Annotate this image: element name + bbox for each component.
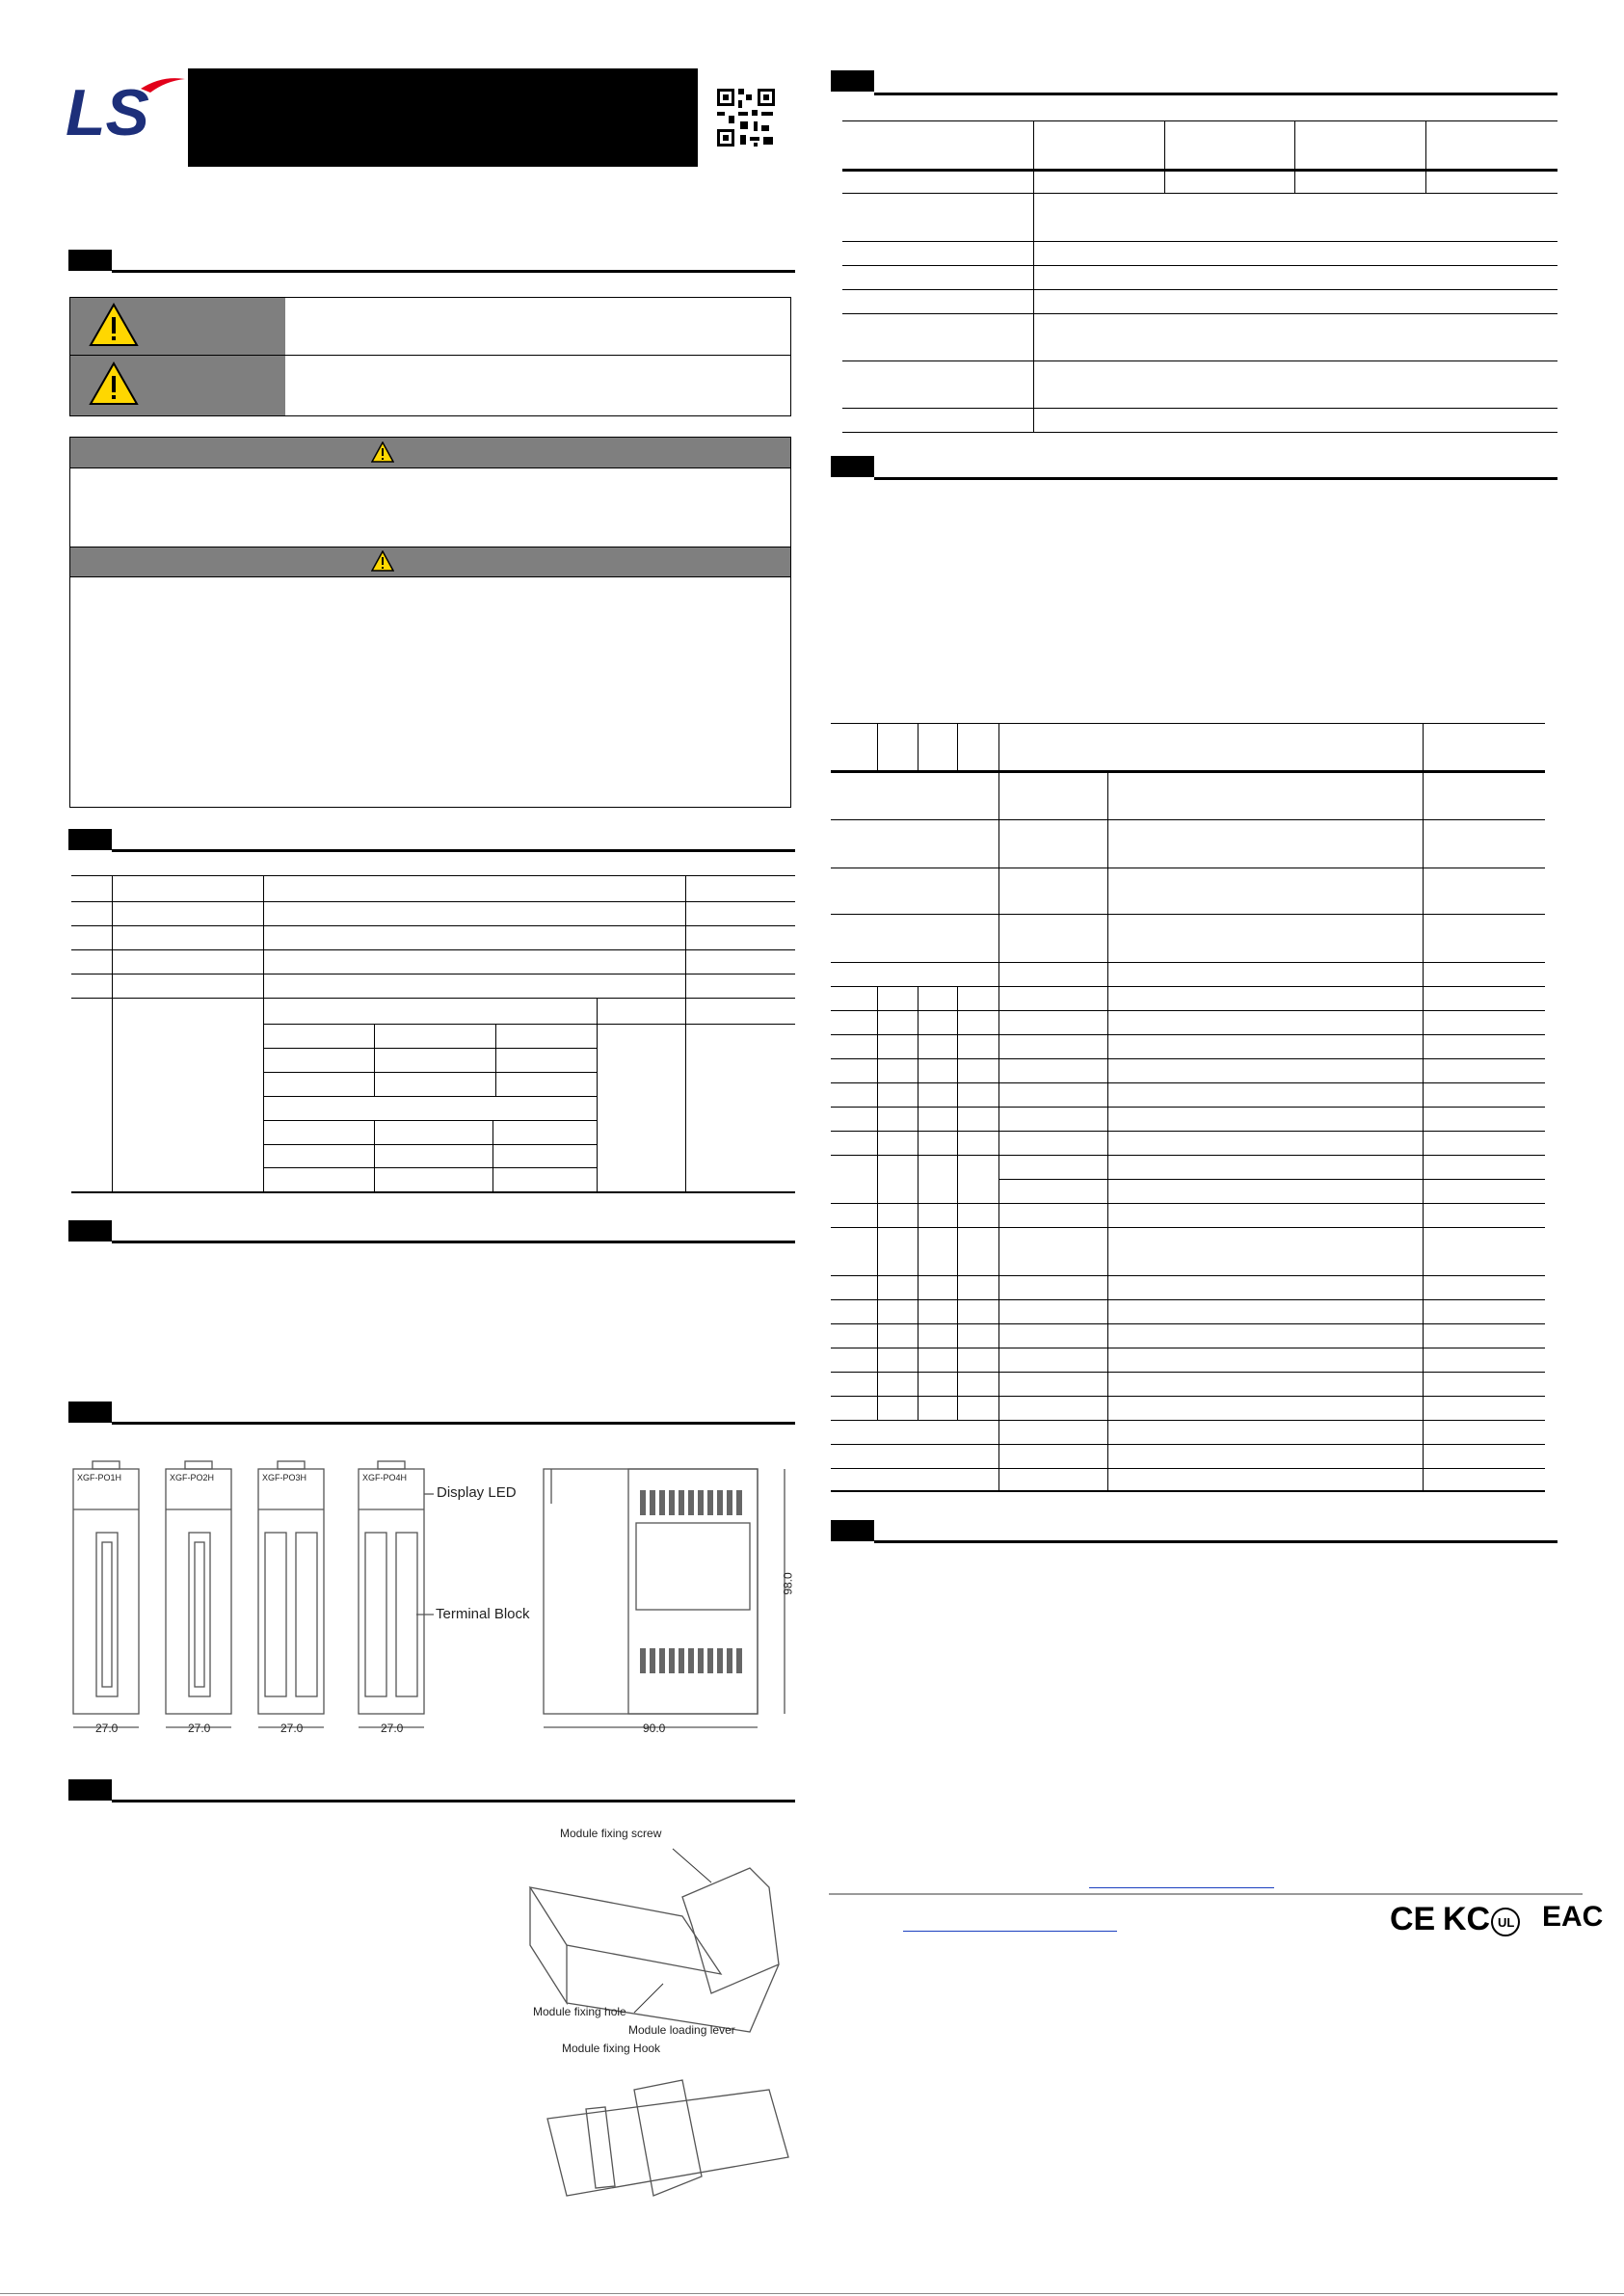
- section-rule-8: [874, 1540, 1557, 1543]
- section-tab-8: [831, 1520, 874, 1541]
- section-tab-3: [68, 1220, 112, 1241]
- module-name-3: XGF-PO3H: [262, 1473, 307, 1482]
- depth-label: 90.0: [643, 1722, 666, 1735]
- section-rule-6: [874, 93, 1557, 95]
- kc-mark-icon: KC: [1443, 1901, 1491, 1937]
- module-name-2: XGF-PO2H: [170, 1473, 215, 1482]
- footer-rule: [829, 1893, 1583, 1895]
- email-link-underline[interactable]: [903, 1931, 1117, 1932]
- ce-mark-icon: CE: [1390, 1901, 1436, 1937]
- section-rule-2: [112, 849, 795, 852]
- qr-code: [715, 87, 777, 148]
- section-rule-safety: [112, 270, 795, 273]
- website-link-underline[interactable]: [1089, 1887, 1274, 1888]
- warning-header-2-icon: [371, 550, 394, 572]
- warning-icon: [88, 302, 140, 348]
- warning-header-1: [70, 438, 790, 467]
- warning-header-1-rule: [69, 467, 791, 468]
- section-tab-safety: [68, 250, 112, 271]
- module-name-1: XGF-PO1H: [77, 1473, 122, 1482]
- section-tab-6: [831, 70, 874, 92]
- module-name-4: XGF-PO4H: [362, 1473, 408, 1482]
- section-tab-installation: [68, 1779, 112, 1801]
- svg-text:UL: UL: [1498, 1915, 1515, 1930]
- page-bottom-rule: [0, 2293, 1624, 2294]
- loading-lever-label: Module loading lever: [628, 2023, 735, 2037]
- width-label-3: 27.0: [280, 1722, 304, 1735]
- section-rule-3: [112, 1241, 795, 1243]
- caution-icon: [88, 360, 140, 407]
- warning-header-2-rule: [69, 576, 791, 577]
- section-rule-dimensions: [112, 1422, 795, 1425]
- ul-mark-icon: [1490, 1907, 1521, 1937]
- warning-header-1-icon: [371, 441, 394, 463]
- legend-divider: [69, 355, 791, 356]
- display-led-label: Display LED: [437, 1484, 517, 1501]
- section-tab-dimensions: [68, 1402, 112, 1423]
- svg-text:LS: LS: [66, 76, 149, 145]
- fixing-screw-label: Module fixing screw: [560, 1827, 662, 1840]
- fixing-hole-label: Module fixing hole: [533, 2005, 626, 2018]
- width-label-4: 27.0: [381, 1722, 404, 1735]
- document-title-block: [188, 68, 698, 167]
- section-tab-7: [831, 456, 874, 477]
- section-rule-7: [874, 477, 1557, 480]
- width-label-2: 27.0: [188, 1722, 211, 1735]
- eac-mark-icon: EAC: [1542, 1901, 1604, 1933]
- warning-box-design: [69, 437, 791, 808]
- height-label: 98.0: [781, 1572, 795, 1595]
- section-rule-installation: [112, 1800, 795, 1802]
- dimensions-figure: [69, 1455, 802, 1745]
- terminal-block-label: Terminal Block: [436, 1606, 530, 1622]
- fixing-hook-label: Module fixing Hook: [562, 2042, 661, 2055]
- width-label-1: 27.0: [95, 1722, 119, 1735]
- ls-logo: [66, 75, 186, 145]
- section-tab-2: [68, 829, 112, 850]
- warning-header-2: [70, 547, 790, 576]
